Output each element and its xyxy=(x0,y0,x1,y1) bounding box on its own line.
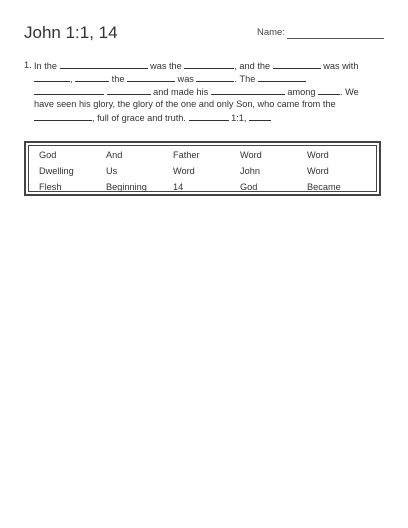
question-text-segment: 1:1, xyxy=(228,113,249,123)
answer-blank[interactable] xyxy=(107,85,151,95)
word-bank-word: Us xyxy=(106,166,118,176)
question-text-segment: , and the xyxy=(234,61,273,71)
answer-blank[interactable] xyxy=(189,111,229,121)
answer-blank[interactable] xyxy=(273,59,321,69)
question-text-segment: . We xyxy=(340,87,359,97)
question-text-segment: , full of grace and truth. xyxy=(92,113,189,123)
answer-blank[interactable] xyxy=(127,72,175,82)
word-bank-word: Word xyxy=(240,150,262,160)
answer-blank[interactable] xyxy=(184,59,234,69)
word-bank-inner xyxy=(28,145,377,192)
name-field-line[interactable] xyxy=(287,38,384,39)
question-number: 1. xyxy=(24,60,32,70)
answer-blank[interactable] xyxy=(249,111,271,121)
answer-blank[interactable] xyxy=(211,85,285,95)
word-bank-word: Dwelling xyxy=(39,166,74,176)
word-bank-word: Became xyxy=(307,182,341,192)
question-text-segment: was with xyxy=(320,61,359,71)
answer-blank[interactable] xyxy=(258,72,306,82)
question-text-segment: and made his xyxy=(150,87,211,97)
name-label: Name: xyxy=(257,27,285,38)
question-text-segment: among xyxy=(284,87,319,97)
question-text-segment: have seen his glory, the glory of the one and only Son, who came from the xyxy=(34,99,336,109)
word-bank-word: John xyxy=(240,166,260,176)
word-bank-word: Word xyxy=(307,166,329,176)
question-line xyxy=(34,111,271,124)
word-bank-word: God xyxy=(39,150,57,160)
question-line xyxy=(34,59,358,72)
word-bank-word: Father xyxy=(173,150,200,160)
question-text-segment: was the xyxy=(147,61,185,71)
word-bank-word: And xyxy=(106,150,123,160)
word-bank-word: Flesh xyxy=(39,182,62,192)
question-text-segment: was xyxy=(175,74,197,84)
question-text-segment: , xyxy=(70,74,76,84)
answer-blank[interactable] xyxy=(196,72,234,82)
answer-blank[interactable] xyxy=(34,85,104,95)
question-text-segment: In the xyxy=(34,61,60,71)
word-bank-word: Word xyxy=(173,166,195,176)
question-line xyxy=(34,72,306,85)
word-bank-word: God xyxy=(240,182,258,192)
answer-blank[interactable] xyxy=(34,72,70,82)
question-text-segment: . The xyxy=(234,74,258,84)
answer-blank[interactable] xyxy=(34,111,92,121)
answer-blank[interactable] xyxy=(75,72,109,82)
question-text-segment: the xyxy=(109,74,127,84)
question-line xyxy=(34,85,359,98)
worksheet-title: John 1:1, 14 xyxy=(24,23,118,42)
word-bank-word: 14 xyxy=(173,182,184,192)
answer-blank[interactable] xyxy=(60,59,148,69)
word-bank-word: Word xyxy=(307,150,329,160)
question-line xyxy=(34,98,336,111)
word-bank-word: Beginning xyxy=(106,182,147,192)
word-bank xyxy=(24,141,381,196)
answer-blank[interactable] xyxy=(318,85,340,95)
